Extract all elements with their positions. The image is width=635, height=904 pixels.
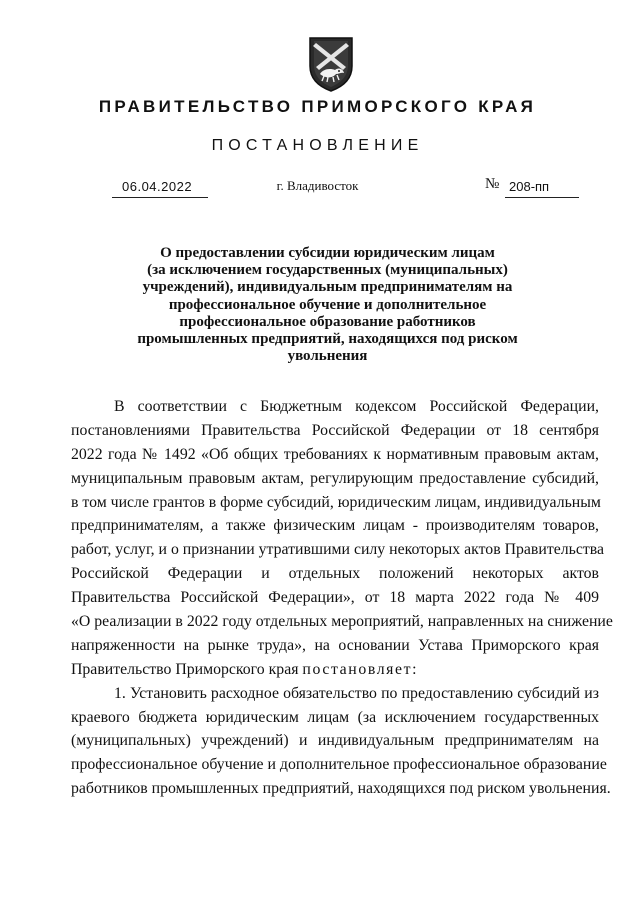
body-line: «О реализации в 2022 году отдельных мероприятий, направленных на снижение: [71, 613, 613, 631]
body-line: краевого бюджета юридическим лицам (за исключением государственных: [71, 708, 599, 726]
body-line: 1. Установить расходное обязательство по предоставлению субсидий из: [114, 684, 599, 702]
subject-line: промышленных предприятий, находящихся под риском: [137, 331, 518, 348]
body-line: в том числе грантов в форме субсидий, юридическим лицам, индивидуальным: [71, 493, 601, 511]
subject-line: учреждений), индивидуальным предпринимателям на: [142, 279, 513, 296]
body-line: Правительства Российской Федерации», от 18 марта 2022 года № 409: [71, 589, 599, 607]
resolves-word: постановляет:: [302, 660, 419, 678]
body-text-prefix: Правительство Приморского края: [71, 660, 303, 678]
number-value: 208-пп: [509, 179, 550, 194]
subject-line: О предоставлении субсидии юридическим лицам: [160, 245, 495, 261]
government-name: ПРАВИТЕЛЬСТВО ПРИМОРСКОГО КРАЯ: [98, 97, 537, 116]
body-line: работников промышленных предприятий, находящихся под риском увольнения.: [71, 780, 611, 798]
number-label: №: [485, 176, 500, 192]
city-label: г. Владивосток: [276, 178, 359, 193]
body-line-final: [71, 658, 599, 682]
subject-line: профессиональное образование работников: [179, 313, 476, 330]
body-line: профессиональное обучение и дополнительное профессиональное образование: [71, 756, 607, 774]
body-line: предпринимателям, а также физическим лицам - производителям товаров,: [71, 517, 599, 535]
body-line: напряженности на рынке труда», на основании Устава Приморского края: [71, 636, 599, 654]
number-field: [505, 179, 579, 198]
document-body: [71, 395, 613, 801]
body-line: постановлениями Правительства Российской Федерации от 18 сентября: [71, 421, 599, 439]
coat-of-arms-icon: [306, 36, 356, 92]
document-subject: [120, 245, 535, 365]
body-line: Российской Федерации и отдельных положений некоторых актов: [71, 565, 599, 583]
body-line: муниципальным правовым актам, регулирующим предоставление субсидий,: [71, 469, 599, 487]
subject-line: (за исключением государственных (муниципальных): [147, 262, 508, 279]
date-value: 06.04.2022: [122, 179, 193, 194]
body-line: 2022 года № 1492 «Об общих требованиях к нормативным правовым актам,: [71, 445, 599, 463]
subject-line: увольнения: [287, 348, 368, 365]
body-line: В соответствии с Бюджетным кодексом Российской Федерации,: [114, 398, 599, 415]
body-line: (муниципальных) учреждений) и индивидуальным предпринимателям на: [71, 732, 599, 750]
document-type: ПОСТАНОВЛЕНИЕ: [211, 137, 424, 154]
subject-line: профессиональное обучение и дополнительное: [168, 296, 487, 313]
body-line: работ, услуг, и о признании утратившими силу некоторых актов Правительства: [71, 541, 605, 559]
